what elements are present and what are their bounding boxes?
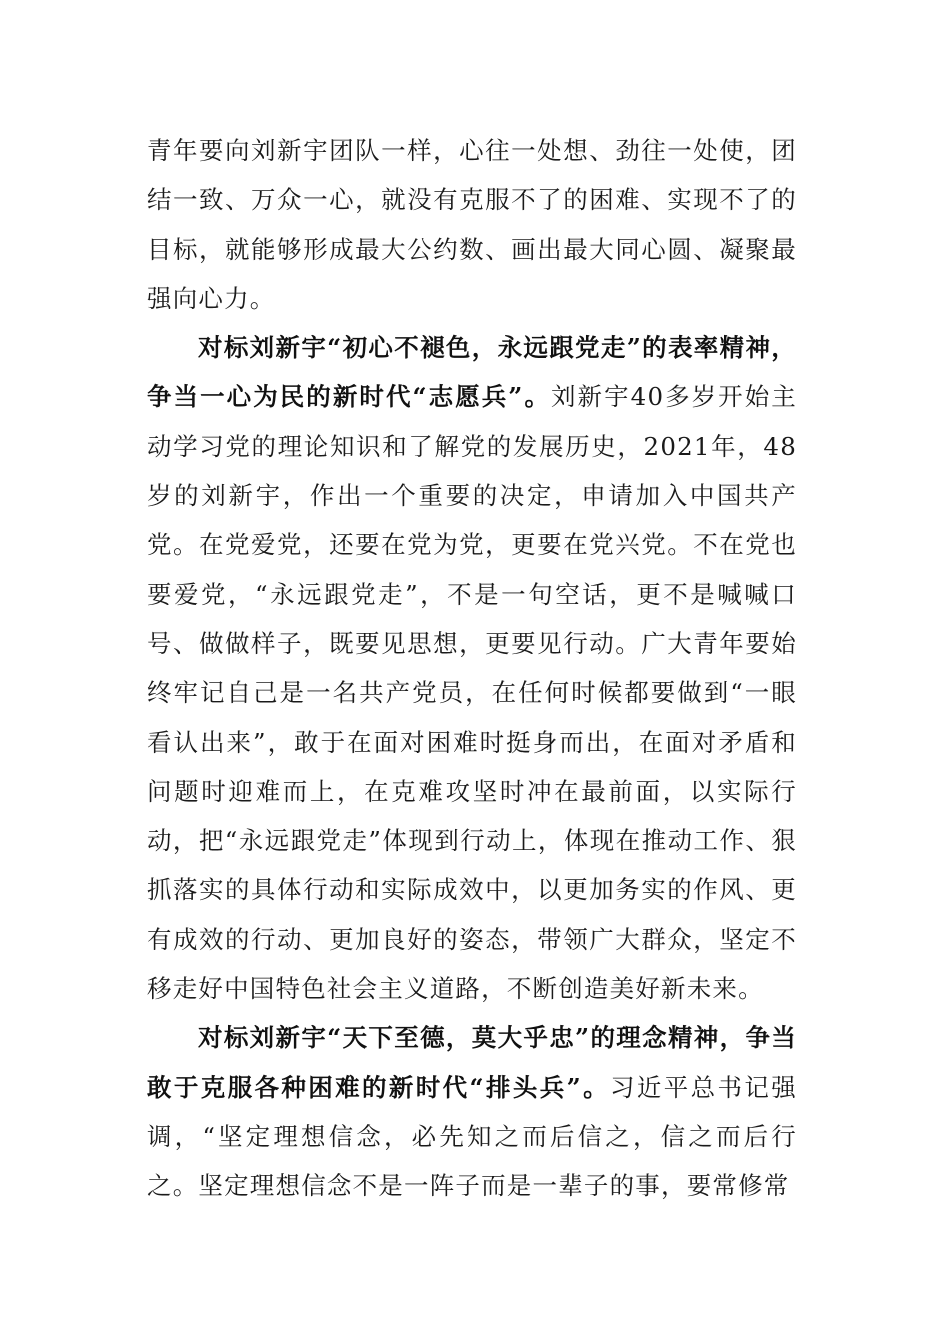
paragraph-text: 刘新宇40多岁开始主动学习党的理论知识和了解党的发展历史，2021年，48岁的刘新宇，作出一个重要的决定，申请加入中国共产党。在党爱党，还要在党为党，更要在党兴党。不在党也要爱党，“永远跟党走”，不是一句空话，更不是喊喊口号、做做样子，既要见思想，更要见行动。广大青年要始终牢记自己是一名共产党员，在任何时候都要做到“一眼看认出来”，敢于在面对困难时挺身而出，在面对矛盾和问题时迎难而上，在克难攻坚时冲在最前面，以实际行动，把“永远跟党走”体现到行动上，体现在推动工作、狠抓落实的具体行动和实际成效中，以更加务实的作风、更有成效的行动、更加良好的姿态，带领广大群众，坚定不移走好中国特色社会主义道路，不断创造美好新未来。 [147, 382, 797, 1004]
paragraph-text: 青年要向刘新宇团队一样，心往一处想、劲往一处使，团结一致、万众一心，就没有克服不了的困难、实现不了的目标，就能够形成最大公约数、画出最大同心圆、凝聚最强向心力。 [147, 136, 797, 313]
paragraph-vanguard [147, 1013, 797, 1210]
paragraph-text: 习近平总书记强调，“坚定理想信念，必先知之而后信之，信之而后行之。坚定理想信念不是一阵子而是一辈子的事，要常修常 [147, 1072, 797, 1201]
paragraph-heading: 对标刘新宇“初心不褪色，永远跟党走”的表率精神，争当一心为民的新时代“志愿兵”。 [147, 333, 797, 412]
paragraph-heading: 对标刘新宇“天下至德，莫大乎忠”的理念精神，争当敢于克服各种困难的新时代“排头兵”。 [147, 1023, 797, 1102]
paragraph-continuation [147, 126, 797, 323]
document-body [147, 126, 797, 1211]
paragraph-volunteer [147, 323, 797, 1013]
